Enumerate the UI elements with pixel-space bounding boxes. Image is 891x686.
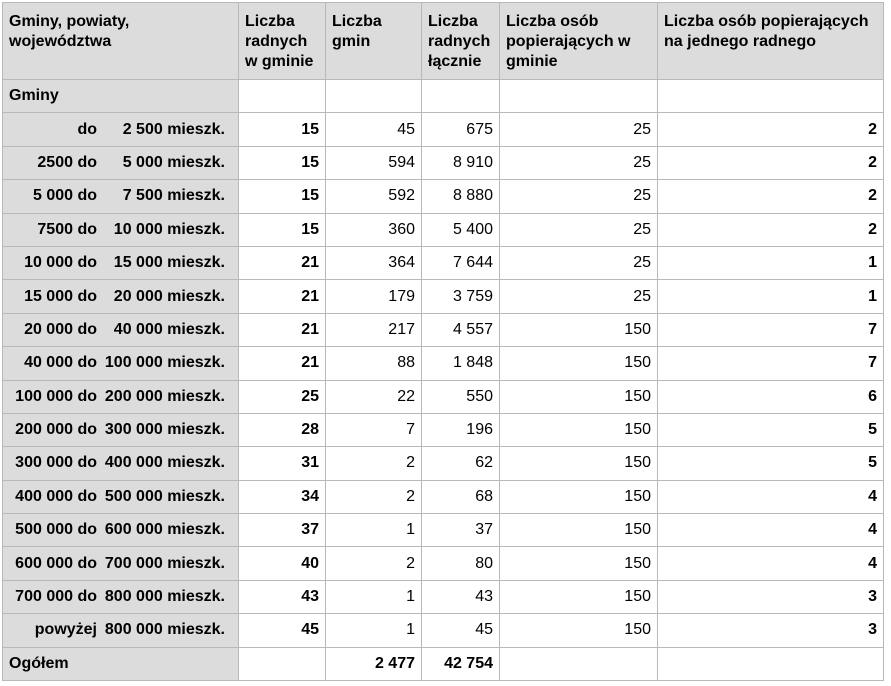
table-row bbox=[3, 146, 884, 179]
councillors-table bbox=[2, 2, 884, 681]
supporters-per-gmina-cell: 25 bbox=[500, 280, 658, 313]
row-label bbox=[3, 313, 239, 346]
table-row bbox=[3, 113, 884, 146]
table-row bbox=[3, 480, 884, 513]
section-row bbox=[3, 80, 884, 113]
councillors-per-gmina-cell: 21 bbox=[239, 347, 326, 380]
table-row bbox=[3, 246, 884, 279]
gmina-count-cell: 45 bbox=[326, 113, 422, 146]
range-from: 15 000 do bbox=[24, 287, 97, 305]
total-gmina-count: 2 477 bbox=[326, 647, 422, 680]
councillors-per-gmina-cell: 40 bbox=[239, 547, 326, 580]
councillors-total-cell: 37 bbox=[422, 514, 500, 547]
councillors-per-gmina-cell: 25 bbox=[239, 380, 326, 413]
councillors-total-cell: 7 644 bbox=[422, 246, 500, 279]
row-label bbox=[3, 547, 239, 580]
supporters-per-councillor-cell: 3 bbox=[658, 580, 884, 613]
councillors-per-gmina-cell: 28 bbox=[239, 413, 326, 446]
councillors-total-cell: 5 400 bbox=[422, 213, 500, 246]
supporters-per-gmina-cell: 25 bbox=[500, 113, 658, 146]
gmina-count-cell: 2 bbox=[326, 547, 422, 580]
range-to: 600 000 mieszk. bbox=[104, 521, 225, 539]
supporters-per-councillor-cell: 4 bbox=[658, 480, 884, 513]
row-label bbox=[3, 113, 239, 146]
range-to: 20 000 mieszk. bbox=[113, 287, 225, 305]
row-label bbox=[3, 580, 239, 613]
range-to: 10 000 mieszk. bbox=[113, 220, 225, 238]
row-label bbox=[3, 514, 239, 547]
supporters-per-councillor-cell: 3 bbox=[658, 614, 884, 647]
supporters-per-councillor-cell: 2 bbox=[658, 180, 884, 213]
supporters-per-councillor-cell: 2 bbox=[658, 113, 884, 146]
range-from: 600 000 do bbox=[15, 554, 97, 572]
councillors-per-gmina-cell: 21 bbox=[239, 280, 326, 313]
header-supporters-per-councillor: Liczba osób popierających na jednego radnego bbox=[658, 3, 884, 80]
supporters-per-councillor-cell: 6 bbox=[658, 380, 884, 413]
range-from: powyżej bbox=[34, 621, 97, 639]
range-to: 500 000 mieszk. bbox=[104, 487, 225, 505]
range-from: 100 000 do bbox=[15, 387, 97, 405]
table-row bbox=[3, 547, 884, 580]
supporters-per-councillor-cell: 2 bbox=[658, 146, 884, 179]
range-from: 7500 do bbox=[37, 220, 97, 238]
range-to: 5 000 mieszk. bbox=[122, 153, 225, 171]
table-cell bbox=[658, 80, 884, 113]
councillors-total-cell: 4 557 bbox=[422, 313, 500, 346]
gmina-count-cell: 22 bbox=[326, 380, 422, 413]
councillors-total-cell: 43 bbox=[422, 580, 500, 613]
range-from: 200 000 do bbox=[15, 421, 97, 439]
councillors-per-gmina-cell: 34 bbox=[239, 480, 326, 513]
range-to: 40 000 mieszk. bbox=[113, 320, 225, 338]
councillors-total-cell: 3 759 bbox=[422, 280, 500, 313]
gmina-count-cell: 88 bbox=[326, 347, 422, 380]
range-from: 5 000 do bbox=[32, 187, 97, 205]
header-row bbox=[3, 3, 884, 80]
table-row bbox=[3, 313, 884, 346]
header-gmina-count: Liczba gmin bbox=[326, 3, 422, 80]
supporters-per-gmina-cell: 25 bbox=[500, 146, 658, 179]
table-row bbox=[3, 614, 884, 647]
gmina-count-cell: 2 bbox=[326, 480, 422, 513]
range-from: 10 000 do bbox=[24, 254, 97, 272]
gmina-count-cell: 594 bbox=[326, 146, 422, 179]
range-from: 500 000 do bbox=[15, 521, 97, 539]
councillors-per-gmina-cell: 15 bbox=[239, 146, 326, 179]
gmina-count-cell: 7 bbox=[326, 413, 422, 446]
range-from: 40 000 do bbox=[24, 354, 97, 372]
councillors-total-cell: 62 bbox=[422, 447, 500, 480]
range-from: 300 000 do bbox=[15, 454, 97, 472]
councillors-total-cell: 45 bbox=[422, 614, 500, 647]
table-cell bbox=[658, 647, 884, 680]
supporters-per-gmina-cell: 150 bbox=[500, 580, 658, 613]
range-to: 800 000 mieszk. bbox=[104, 621, 225, 639]
range-from: 2500 do bbox=[37, 153, 97, 171]
councillors-total-cell: 675 bbox=[422, 113, 500, 146]
supporters-per-councillor-cell: 7 bbox=[658, 347, 884, 380]
supporters-per-councillor-cell: 7 bbox=[658, 313, 884, 346]
councillors-per-gmina-cell: 43 bbox=[239, 580, 326, 613]
total-councillors: 42 754 bbox=[422, 647, 500, 680]
gmina-count-cell: 2 bbox=[326, 447, 422, 480]
table-row bbox=[3, 413, 884, 446]
councillors-total-cell: 1 848 bbox=[422, 347, 500, 380]
supporters-per-councillor-cell: 4 bbox=[658, 514, 884, 547]
range-to: 15 000 mieszk. bbox=[113, 254, 225, 272]
range-from: 400 000 do bbox=[15, 487, 97, 505]
table-cell bbox=[500, 80, 658, 113]
councillors-per-gmina-cell: 31 bbox=[239, 447, 326, 480]
table-row bbox=[3, 213, 884, 246]
supporters-per-gmina-cell: 25 bbox=[500, 213, 658, 246]
table-cell bbox=[239, 80, 326, 113]
range-to: 300 000 mieszk. bbox=[104, 421, 225, 439]
gmina-count-cell: 217 bbox=[326, 313, 422, 346]
range-to: 2 500 mieszk. bbox=[122, 120, 225, 138]
range-from: 700 000 do bbox=[15, 588, 97, 606]
supporters-per-councillor-cell: 2 bbox=[658, 213, 884, 246]
range-to: 7 500 mieszk. bbox=[122, 187, 225, 205]
gmina-count-cell: 360 bbox=[326, 213, 422, 246]
supporters-per-gmina-cell: 150 bbox=[500, 347, 658, 380]
supporters-per-gmina-cell: 25 bbox=[500, 246, 658, 279]
table-row bbox=[3, 514, 884, 547]
row-label bbox=[3, 213, 239, 246]
supporters-per-gmina-cell: 150 bbox=[500, 547, 658, 580]
supporters-per-gmina-cell: 25 bbox=[500, 180, 658, 213]
supporters-per-councillor-cell: 5 bbox=[658, 447, 884, 480]
supporters-per-gmina-cell: 150 bbox=[500, 614, 658, 647]
table-row bbox=[3, 580, 884, 613]
table-cell bbox=[422, 80, 500, 113]
range-from: 20 000 do bbox=[24, 320, 97, 338]
row-label bbox=[3, 380, 239, 413]
row-label bbox=[3, 246, 239, 279]
supporters-per-gmina-cell: 150 bbox=[500, 413, 658, 446]
gmina-count-cell: 1 bbox=[326, 614, 422, 647]
councillors-total-cell: 8 910 bbox=[422, 146, 500, 179]
table-cell bbox=[326, 80, 422, 113]
row-label bbox=[3, 280, 239, 313]
councillors-per-gmina-cell: 45 bbox=[239, 614, 326, 647]
header-councillors-total: Liczba radnych łącznie bbox=[422, 3, 500, 80]
gmina-count-cell: 1 bbox=[326, 580, 422, 613]
councillors-per-gmina-cell: 37 bbox=[239, 514, 326, 547]
table-row bbox=[3, 447, 884, 480]
councillors-per-gmina-cell: 15 bbox=[239, 180, 326, 213]
councillors-total-cell: 68 bbox=[422, 480, 500, 513]
total-row bbox=[3, 647, 884, 680]
supporters-per-councillor-cell: 4 bbox=[658, 547, 884, 580]
gmina-count-cell: 179 bbox=[326, 280, 422, 313]
range-to: 700 000 mieszk. bbox=[104, 554, 225, 572]
supporters-per-councillor-cell: 1 bbox=[658, 246, 884, 279]
gmina-count-cell: 364 bbox=[326, 246, 422, 279]
table-row bbox=[3, 380, 884, 413]
total-label: Ogółem bbox=[3, 647, 239, 680]
table-cell bbox=[239, 647, 326, 680]
row-label bbox=[3, 614, 239, 647]
header-supporters-per-gmina: Liczba osób popierających w gminie bbox=[500, 3, 658, 80]
councillors-per-gmina-cell: 21 bbox=[239, 313, 326, 346]
header-councillors-per-gmina: Liczba radnych w gminie bbox=[239, 3, 326, 80]
supporters-per-gmina-cell: 150 bbox=[500, 514, 658, 547]
supporters-per-gmina-cell: 150 bbox=[500, 447, 658, 480]
row-label bbox=[3, 180, 239, 213]
supporters-per-gmina-cell: 150 bbox=[500, 313, 658, 346]
councillors-per-gmina-cell: 21 bbox=[239, 246, 326, 279]
range-to: 800 000 mieszk. bbox=[104, 588, 225, 606]
supporters-per-gmina-cell: 150 bbox=[500, 380, 658, 413]
row-label bbox=[3, 480, 239, 513]
row-label bbox=[3, 447, 239, 480]
row-label bbox=[3, 347, 239, 380]
table-row bbox=[3, 347, 884, 380]
supporters-per-gmina-cell: 150 bbox=[500, 480, 658, 513]
councillors-total-cell: 196 bbox=[422, 413, 500, 446]
supporters-per-councillor-cell: 5 bbox=[658, 413, 884, 446]
councillors-per-gmina-cell: 15 bbox=[239, 213, 326, 246]
row-label bbox=[3, 413, 239, 446]
range-to: 200 000 mieszk. bbox=[104, 387, 225, 405]
councillors-total-cell: 80 bbox=[422, 547, 500, 580]
table-cell bbox=[500, 647, 658, 680]
councillors-total-cell: 550 bbox=[422, 380, 500, 413]
range-to: 400 000 mieszk. bbox=[104, 454, 225, 472]
section-label: Gminy bbox=[3, 80, 239, 113]
range-from: do bbox=[77, 120, 97, 138]
councillors-per-gmina-cell: 15 bbox=[239, 113, 326, 146]
supporters-per-councillor-cell: 1 bbox=[658, 280, 884, 313]
range-to: 100 000 mieszk. bbox=[104, 354, 225, 372]
gmina-count-cell: 1 bbox=[326, 514, 422, 547]
table-row bbox=[3, 180, 884, 213]
councillors-total-cell: 8 880 bbox=[422, 180, 500, 213]
table-row bbox=[3, 280, 884, 313]
header-category: Gminy, powiaty, województwa bbox=[3, 3, 239, 80]
gmina-count-cell: 592 bbox=[326, 180, 422, 213]
row-label bbox=[3, 146, 239, 179]
